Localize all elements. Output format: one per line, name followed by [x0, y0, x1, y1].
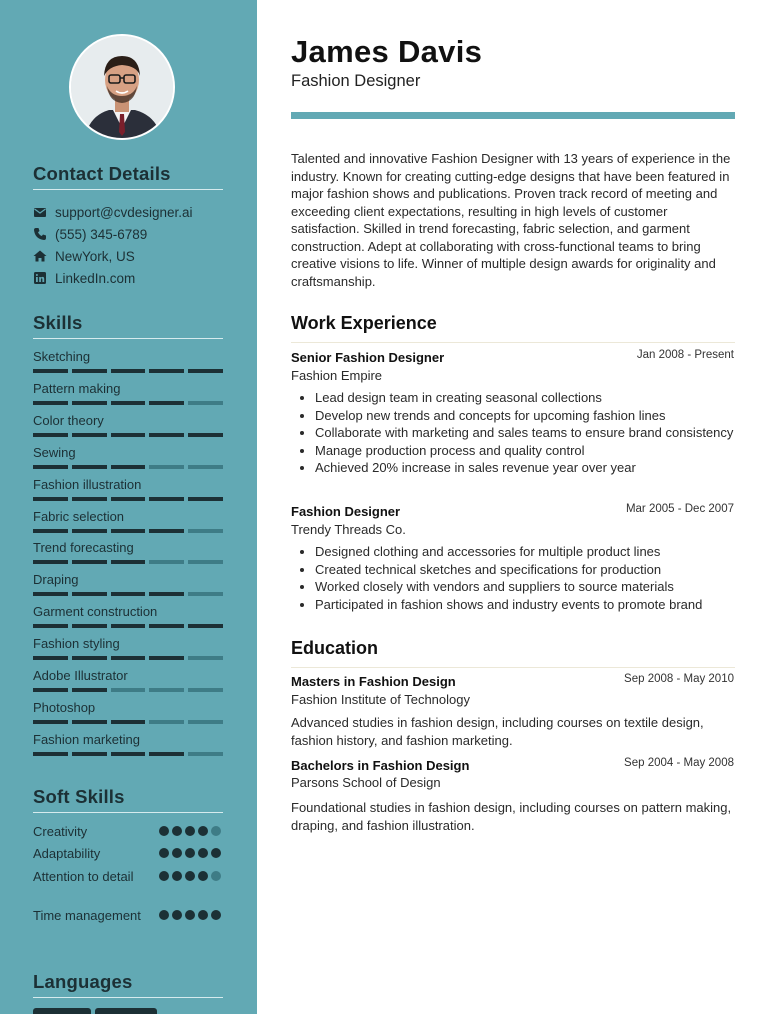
skill-level-segment — [111, 720, 146, 724]
contact-divider — [33, 189, 223, 190]
contact-email-text: support@cvdesigner.ai — [55, 204, 193, 220]
skill-level-segment — [111, 401, 146, 405]
skill-level-segment — [149, 497, 184, 501]
degree-description: Advanced studies in fashion design, including courses on textile design, fashion history, and fashion marketing. — [291, 715, 704, 748]
soft-skill-name: Creativity — [33, 824, 88, 839]
job-bullet: Worked closely with vendors and suppliers to source materials — [291, 578, 735, 596]
rating-dot — [198, 910, 208, 920]
job-bullet: Participated in fashion shows and industry events to promote brand — [291, 596, 735, 614]
degree-dates: Sep 2004 - May 2008 — [624, 757, 734, 769]
skill-level-segment — [33, 592, 68, 596]
skill-level-segment — [33, 497, 68, 501]
skills-heading: Skills — [33, 312, 83, 333]
skill-name: Fashion illustration — [33, 476, 142, 492]
job-bullet: Designed clothing and accessories for multiple product lines — [291, 543, 735, 561]
skill-level-segment — [72, 688, 107, 692]
skill-level-segment — [72, 752, 107, 756]
skill-level-segment — [111, 465, 146, 469]
skill-level-segment — [72, 720, 107, 724]
skill-level-bar — [33, 592, 223, 596]
contact-linkedin-text: LinkedIn.com — [55, 270, 136, 286]
skill-level-segment — [149, 592, 184, 596]
degree-title: Bachelors in Fashion Design — [291, 758, 470, 773]
rating-dot — [211, 871, 221, 881]
skill-level-segment — [33, 465, 68, 469]
skill-level-segment — [111, 688, 146, 692]
skill-level-segment — [72, 624, 107, 628]
job-dates: Mar 2005 - Dec 2007 — [625, 503, 734, 515]
rating-dot — [185, 910, 195, 920]
skill-level-segment — [149, 752, 184, 756]
skill-level-bar — [33, 497, 223, 501]
soft-skill-name: Time management — [33, 908, 141, 923]
skill-level-segment — [188, 688, 223, 692]
rating-dot — [185, 871, 195, 881]
skill-level-segment — [111, 369, 146, 373]
languages-divider — [33, 997, 223, 998]
job-bullet: Lead design team in creating seasonal collections — [291, 389, 735, 407]
skill-name: Fashion marketing — [33, 731, 140, 747]
linkedin-icon — [33, 271, 47, 285]
rating-dot — [172, 871, 182, 881]
skill-level-segment — [188, 624, 223, 628]
job-bullet: Develop new trends and concepts for upcoming fashion lines — [291, 407, 735, 425]
contact-location-text: NewYork, US — [55, 248, 135, 264]
skill-level-segment — [111, 529, 146, 533]
school-name: Fashion Institute of Technology — [291, 692, 470, 707]
rating-dot — [159, 826, 169, 836]
soft-skill-rating — [159, 848, 221, 858]
skill-level-segment — [72, 433, 107, 437]
skill-level-segment — [33, 560, 68, 564]
skill-level-segment — [111, 592, 146, 596]
skill-level-segment — [188, 497, 223, 501]
school-name: Parsons School of Design — [291, 775, 441, 790]
skill-level-segment — [33, 529, 68, 533]
profile-summary: Talented and innovative Fashion Designer with 13 years of experience in the industry. Known for creating cutting-edge designs that have been featured in major fashion shows and publications. Proven track record of meeting and exceeding client expectations, resulting in high levels of customer satisfaction. Skilled in trend forecasting, fabric selection, and garment construction. Adept at collaborating with cross-functional teams to bring creative visions to life. Winner of multiple design awards for originality and craftsmanship. — [291, 151, 731, 289]
skill-level-segment — [188, 369, 223, 373]
rating-dot — [172, 826, 182, 836]
skill-name: Adobe Illustrator — [33, 668, 128, 683]
skill-name: Fabric selection — [33, 508, 125, 524]
rating-dot — [211, 910, 221, 920]
skill-name: Draping — [33, 572, 79, 588]
skill-name: Sewing — [33, 444, 76, 460]
skill-level-segment — [72, 465, 107, 469]
skill-level-bar — [33, 560, 223, 564]
skill-level-segment — [33, 752, 68, 756]
skill-level-segment — [72, 369, 107, 373]
skill-item — [33, 636, 223, 660]
skill-item — [33, 349, 223, 373]
job-role: Fashion Designer — [291, 504, 401, 519]
job-bullets — [291, 543, 735, 613]
skill-item — [33, 477, 223, 501]
job-role: Senior Fashion Designer — [291, 350, 445, 365]
skills-divider — [33, 338, 223, 339]
soft-skills-heading: Soft Skills — [33, 786, 125, 807]
job-bullets — [291, 389, 735, 477]
skill-level-bar — [33, 401, 223, 405]
skill-item — [33, 381, 223, 405]
skill-level-segment — [33, 624, 68, 628]
skill-level-segment — [72, 529, 107, 533]
contact-email[interactable] — [33, 203, 193, 221]
skill-name: Sketching — [33, 349, 91, 364]
skill-level-segment — [111, 624, 146, 628]
skill-level-segment — [72, 497, 107, 501]
skill-level-bar — [33, 688, 223, 692]
profile-photo — [69, 34, 175, 140]
education-heading: Education — [291, 638, 735, 668]
skill-level-segment — [188, 720, 223, 724]
skill-level-segment — [188, 560, 223, 564]
degree-dates: Sep 2008 - May 2010 — [624, 673, 734, 685]
skill-level-segment — [33, 720, 68, 724]
skill-level-segment — [72, 560, 107, 564]
skill-level-segment — [188, 433, 223, 437]
skill-level-segment — [33, 688, 68, 692]
skill-level-segment — [33, 369, 68, 373]
contact-heading: Contact Details — [33, 163, 171, 184]
soft-skill-item — [33, 845, 223, 863]
rating-dot — [198, 826, 208, 836]
skill-level-segment — [111, 656, 146, 660]
skill-name: Pattern making — [33, 380, 121, 396]
degree-description: Foundational studies in fashion design, including courses on pattern making, draping, and fashion illustration. — [291, 800, 732, 833]
skill-item — [33, 668, 223, 692]
skill-level-segment — [149, 465, 184, 469]
soft-skill-name: Attention to detail — [33, 869, 134, 884]
skill-level-segment — [72, 656, 107, 660]
skill-level-segment — [149, 401, 184, 405]
rating-dot — [159, 871, 169, 881]
skill-level-segment — [111, 752, 146, 756]
soft-skill-item — [33, 868, 223, 886]
home-icon — [33, 249, 47, 263]
header-accent-bar — [291, 112, 735, 119]
skill-level-segment — [111, 497, 146, 501]
skill-level-segment — [33, 656, 68, 660]
rating-dot — [172, 910, 182, 920]
soft-skill-rating — [159, 910, 221, 920]
contact-phone[interactable] — [33, 225, 147, 243]
skill-level-segment — [149, 656, 184, 660]
skill-level-segment — [33, 401, 68, 405]
rating-dot — [185, 826, 195, 836]
skill-level-bar — [33, 369, 223, 373]
skill-level-bar — [33, 465, 223, 469]
skill-item — [33, 413, 223, 437]
skill-level-bar — [33, 624, 223, 628]
job-company: Fashion Empire — [291, 368, 383, 383]
contact-phone-text: (555) 345-6789 — [55, 226, 148, 242]
rating-dot — [211, 826, 221, 836]
skill-level-bar — [33, 720, 223, 724]
skill-level-segment — [149, 433, 184, 437]
skill-item — [33, 732, 223, 756]
skill-level-segment — [188, 529, 223, 533]
skill-level-segment — [149, 688, 184, 692]
skill-name: Color theory — [33, 412, 104, 428]
rating-dot — [198, 871, 208, 881]
skill-level-segment — [188, 752, 223, 756]
job-dates: Jan 2008 - Present — [636, 349, 734, 361]
skill-level-segment — [72, 592, 107, 596]
contact-linkedin[interactable] — [33, 269, 135, 287]
rating-dot — [159, 910, 169, 920]
skill-level-segment — [188, 656, 223, 660]
skill-item — [33, 540, 223, 564]
skill-name: Photoshop — [33, 699, 96, 715]
skill-level-segment — [72, 401, 107, 405]
rating-dot — [198, 848, 208, 858]
soft-skill-rating — [159, 826, 221, 836]
job-bullet: Achieved 20% increase in sales revenue year over year — [291, 459, 735, 477]
skill-item — [33, 604, 223, 628]
rating-dot — [211, 848, 221, 858]
skill-level-segment — [188, 465, 223, 469]
envelope-icon — [33, 205, 47, 219]
skill-level-segment — [149, 529, 184, 533]
rating-dot — [185, 848, 195, 858]
phone-icon — [33, 227, 47, 241]
skill-level-bar — [33, 656, 223, 660]
languages-heading: Languages — [33, 971, 133, 992]
soft-skill-item — [33, 907, 223, 925]
skill-item — [33, 572, 223, 596]
skill-name: Trend forecasting — [33, 540, 134, 556]
degree-title: Masters in Fashion Design — [291, 674, 456, 689]
skill-level-segment — [188, 401, 223, 405]
skill-level-segment — [149, 369, 184, 373]
skill-item — [33, 700, 223, 724]
soft-skill-rating — [159, 871, 221, 881]
candidate-title: Fashion Designer — [291, 72, 421, 90]
skill-level-segment — [149, 560, 184, 564]
soft-skills-divider — [33, 812, 223, 813]
skill-name: Fashion styling — [33, 636, 120, 652]
skill-level-segment — [149, 624, 184, 628]
language-badge — [95, 1008, 157, 1014]
rating-dot — [159, 848, 169, 858]
skill-level-bar — [33, 529, 223, 533]
skill-level-bar — [33, 752, 223, 756]
skill-level-segment — [33, 433, 68, 437]
skill-level-segment — [111, 433, 146, 437]
skill-item — [33, 509, 223, 533]
language-badge — [33, 1008, 91, 1014]
rating-dot — [172, 848, 182, 858]
work-heading: Work Experience — [291, 313, 735, 343]
job-company: Trendy Threads Co. — [291, 522, 406, 537]
contact-location — [33, 247, 135, 265]
job-bullet: Created technical sketches and specifications for production — [291, 561, 735, 579]
skill-level-segment — [149, 720, 184, 724]
skill-level-segment — [111, 560, 146, 564]
skill-level-segment — [188, 592, 223, 596]
skill-name: Garment construction — [33, 604, 158, 620]
skill-level-bar — [33, 433, 223, 437]
soft-skill-item — [33, 823, 223, 841]
sidebar — [0, 0, 257, 1014]
job-bullet: Collaborate with marketing and sales teams to ensure brand consistency — [291, 424, 735, 442]
soft-skill-name: Adaptability — [33, 846, 101, 861]
job-bullet: Manage production process and quality control — [291, 442, 735, 460]
skill-item — [33, 445, 223, 469]
candidate-name: James Davis — [291, 34, 483, 69]
